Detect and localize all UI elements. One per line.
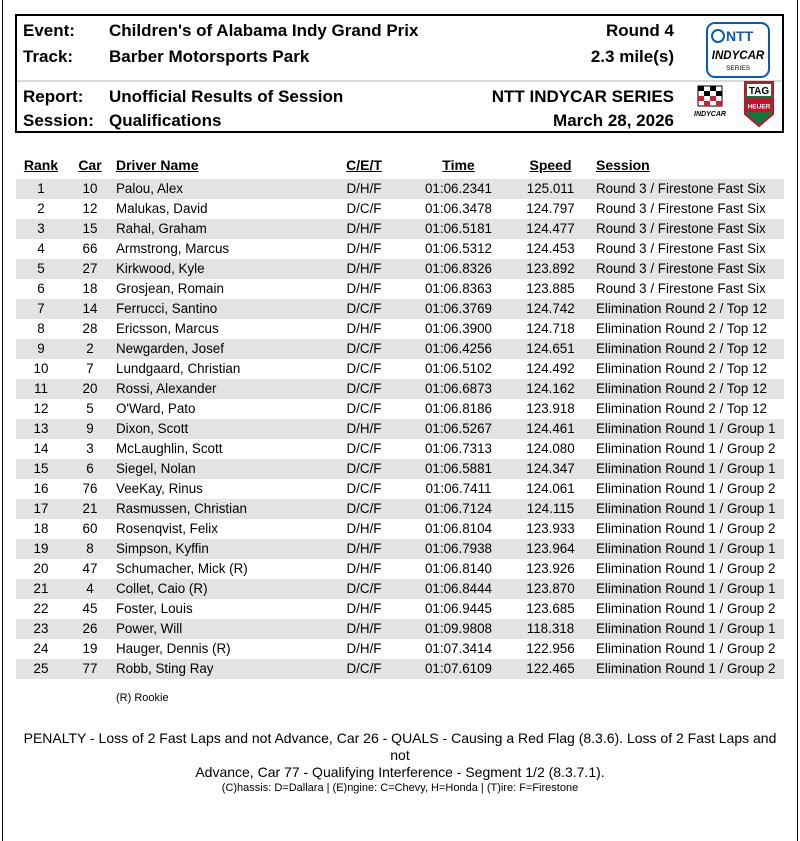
series-value: NTT INDYCAR SERIES	[491, 87, 674, 106]
cet-cell: D/H/F	[322, 619, 406, 639]
col-car: Car	[78, 157, 102, 173]
car-cell: 12	[82, 201, 98, 216]
cet-cell: D/H/F	[346, 521, 382, 536]
table-row	[16, 239, 784, 259]
speed-cell: 123.685	[526, 601, 575, 616]
rank-cell: 11	[16, 379, 66, 399]
table-row	[16, 219, 784, 239]
driver-cell: Rahal, Graham	[114, 219, 322, 239]
driver-cell: Siegel, Nolan	[114, 459, 322, 479]
col-session: Session	[596, 157, 650, 173]
rank-cell: 18	[33, 521, 49, 536]
table-row	[16, 299, 784, 319]
table-row	[16, 519, 784, 539]
table-row	[16, 319, 784, 339]
time-cell: 01:06.8186	[424, 401, 493, 416]
speed-cell: 124.115	[511, 499, 590, 519]
rank-cell: 8	[37, 321, 45, 336]
rank-cell: 14	[33, 441, 49, 456]
driver-cell: Rossi, Alexander	[114, 379, 322, 399]
cet-cell: D/C/F	[346, 441, 382, 456]
driver-cell: Armstrong, Marcus	[116, 241, 230, 256]
table-row	[16, 559, 784, 579]
session-cell: Round 3 / Firestone Fast Six	[596, 201, 766, 216]
car-cell: 47	[82, 561, 98, 576]
col-driver-name: Driver Name	[116, 157, 199, 173]
distance-value: 2.3 mile(s)	[590, 47, 674, 66]
session-cell: Elimination Round 2 / Top 12	[590, 379, 784, 399]
rank-cell: 7	[16, 299, 66, 319]
driver-cell: O'Ward, Pato	[116, 401, 196, 416]
table-row	[16, 539, 784, 559]
car-cell: 5	[86, 401, 94, 416]
driver-cell: Robb, Sting Ray	[114, 659, 322, 679]
driver-cell: VeeKay, Rinus	[116, 481, 203, 496]
cet-cell: D/C/F	[322, 659, 406, 679]
driver-cell: Dixon, Scott	[114, 419, 322, 439]
car-cell: 7	[86, 361, 94, 376]
rank-cell: 12	[33, 401, 49, 416]
cet-cell: D/C/F	[346, 361, 382, 376]
driver-cell: Lundgaard, Christian	[116, 361, 241, 376]
time-cell: 01:06.7411	[425, 481, 492, 496]
session-cell: Round 3 / Firestone Fast Six	[590, 219, 784, 239]
table-row	[16, 639, 784, 659]
rank-cell: 3	[16, 219, 66, 239]
driver-cell: Palou, Alex	[114, 179, 322, 199]
track-value: Barber Motorsports Park	[109, 47, 310, 66]
driver-cell: Rasmussen, Christian	[114, 499, 322, 519]
time-cell: 01:06.8104	[424, 521, 493, 536]
time-cell: 01:06.7313	[424, 441, 493, 456]
speed-cell: 124.453	[526, 241, 575, 256]
report-label: Report:	[23, 87, 84, 106]
session-cell: Elimination Round 2 / Top 12	[596, 321, 767, 336]
driver-cell: Schumacher, Mick (R)	[116, 561, 248, 576]
car-cell: 6	[66, 459, 114, 479]
time-cell: 01:06.5181	[406, 219, 511, 239]
table-row	[16, 339, 784, 359]
speed-cell: 123.885	[526, 281, 575, 296]
driver-cell: Grosjean, Romain	[116, 281, 224, 296]
logo-ntt-text: NTT	[726, 28, 754, 44]
time-cell: 01:06.5102	[424, 361, 493, 376]
table-row	[16, 279, 784, 299]
driver-cell: Hauger, Dennis (R)	[116, 641, 231, 656]
event-value: Children's of Alabama Indy Grand Prix	[109, 21, 419, 40]
session-value: Qualifications	[109, 111, 222, 130]
car-cell: 21	[66, 499, 114, 519]
session-cell: Elimination Round 2 / Top 12	[590, 299, 784, 319]
rank-cell: 15	[16, 459, 66, 479]
driver-cell: Ericsson, Marcus	[116, 321, 219, 336]
time-cell: 01:06.6873	[406, 379, 511, 399]
car-cell: 27	[66, 259, 114, 279]
rank-cell: 22	[33, 601, 49, 616]
rank-cell: 20	[33, 561, 49, 576]
rank-cell: 6	[37, 281, 45, 296]
indycar-flag-logo	[690, 82, 730, 122]
rank-cell: 2	[37, 201, 45, 216]
table-row	[16, 479, 784, 499]
car-cell: 26	[66, 619, 114, 639]
logo-tag-text-2: HEUER	[747, 103, 771, 111]
car-cell: 3	[86, 441, 94, 456]
speed-cell: 124.742	[511, 299, 590, 319]
table-row	[16, 659, 784, 679]
time-cell: 01:06.3478	[424, 201, 493, 216]
rank-cell: 23	[16, 619, 66, 639]
car-cell: 19	[82, 641, 98, 656]
track-label: Track:	[23, 47, 74, 66]
table-row	[16, 399, 784, 419]
time-cell: 01:06.5267	[406, 419, 511, 439]
driver-cell: Ferrucci, Santino	[114, 299, 322, 319]
speed-cell: 123.918	[526, 401, 575, 416]
cet-cell: D/C/F	[346, 201, 382, 216]
car-cell: 10	[66, 179, 114, 199]
logo-tag-text-1: TAG	[748, 86, 770, 97]
cet-cell: D/H/F	[322, 259, 406, 279]
event-label: Event:	[23, 21, 75, 40]
speed-cell: 123.926	[526, 561, 575, 576]
session-cell: Elimination Round 1 / Group 2	[596, 521, 776, 536]
cet-cell: D/C/F	[322, 499, 406, 519]
cet-cell: D/H/F	[346, 601, 382, 616]
time-cell: 01:06.5881	[406, 459, 511, 479]
session-cell: Elimination Round 1 / Group 2	[596, 481, 776, 496]
logo-indycar-text: INDYCAR	[711, 50, 765, 62]
speed-cell: 124.477	[511, 219, 590, 239]
table-row	[16, 459, 784, 479]
speed-cell: 124.461	[511, 419, 590, 439]
speed-cell: 124.651	[511, 339, 590, 359]
car-cell: 8	[66, 539, 114, 559]
cet-cell: D/H/F	[346, 561, 382, 576]
speed-cell: 124.061	[526, 481, 575, 496]
penalty-line-1: PENALTY - Loss of 2 Fast Laps and not Advance, Car 26 - QUALS - Causing a Red Flag (8.3.6). Loss of 2 Fast Laps and not	[23, 730, 777, 763]
car-cell: 15	[66, 219, 114, 239]
session-cell: Elimination Round 1 / Group 2	[596, 601, 776, 616]
rank-cell: 1	[16, 179, 66, 199]
rank-cell: 4	[37, 241, 45, 256]
report-value: Unofficial Results of Session	[109, 87, 344, 106]
cet-cell: D/C/F	[322, 579, 406, 599]
speed-cell: 123.892	[511, 259, 590, 279]
car-cell: 66	[82, 241, 98, 256]
time-cell: 01:06.8444	[406, 579, 511, 599]
session-cell: Elimination Round 1 / Group 1	[590, 619, 784, 639]
time-cell: 01:06.2341	[406, 179, 511, 199]
time-cell: 01:06.3769	[406, 299, 511, 319]
cet-cell: D/H/F	[346, 321, 382, 336]
table-row	[16, 359, 784, 379]
car-cell: 77	[66, 659, 114, 679]
session-cell: Elimination Round 1 / Group 1	[590, 579, 784, 599]
session-cell: Elimination Round 1 / Group 1	[590, 499, 784, 519]
table-row	[16, 199, 784, 219]
session-cell: Elimination Round 1 / Group 2	[596, 441, 776, 456]
car-cell: 45	[82, 601, 98, 616]
rank-cell: 16	[33, 481, 49, 496]
session-cell: Elimination Round 1 / Group 2	[596, 561, 776, 576]
time-cell: 01:06.5312	[424, 241, 493, 256]
car-cell: 4	[66, 579, 114, 599]
cet-cell: D/C/F	[322, 299, 406, 319]
ntt-indycar-logo	[706, 22, 770, 78]
table-row	[16, 499, 784, 519]
speed-cell: 124.080	[526, 441, 575, 456]
cet-cell: D/H/F	[322, 539, 406, 559]
car-cell: 20	[66, 379, 114, 399]
report-header	[15, 14, 784, 133]
rank-cell: 25	[16, 659, 66, 679]
logo-series-text: SERIES	[726, 65, 750, 72]
cet-cell: D/H/F	[346, 641, 382, 656]
session-cell: Elimination Round 1 / Group 2	[596, 641, 776, 656]
driver-cell: Rosenqvist, Felix	[116, 521, 218, 536]
car-cell: 60	[82, 521, 98, 536]
time-cell: 01:06.8140	[424, 561, 493, 576]
cet-cell: D/C/F	[322, 339, 406, 359]
time-cell: 01:06.8326	[406, 259, 511, 279]
cet-cell: D/H/F	[322, 179, 406, 199]
session-cell: Elimination Round 2 / Top 12	[590, 339, 784, 359]
driver-cell: Collet, Caio (R)	[114, 579, 322, 599]
table-row	[16, 619, 784, 639]
rank-cell: 21	[16, 579, 66, 599]
col-rank: Rank	[23, 157, 59, 173]
session-cell: Elimination Round 1 / Group 1	[590, 539, 784, 559]
cet-cell: D/C/F	[346, 481, 382, 496]
driver-cell: Malukas, David	[116, 201, 208, 216]
car-cell: 14	[66, 299, 114, 319]
session-cell: Round 3 / Firestone Fast Six	[596, 281, 766, 296]
time-cell: 01:06.4256	[406, 339, 511, 359]
time-cell: 01:09.9808	[406, 619, 511, 639]
results-body	[16, 179, 784, 679]
results-table	[16, 157, 784, 679]
cet-cell: D/H/F	[322, 219, 406, 239]
cet-cell: D/H/F	[322, 419, 406, 439]
driver-cell: Newgarden, Josef	[114, 339, 322, 359]
header-divider	[17, 80, 782, 82]
speed-cell: 124.162	[511, 379, 590, 399]
session-cell: Elimination Round 1 / Group 2	[590, 659, 784, 679]
rank-cell: 10	[33, 361, 49, 376]
cet-legend: (C)hassis: D=Dallara | (E)ngine: C=Chevy, H=Honda | (T)ire: F=Firestone	[221, 782, 579, 794]
cet-cell: D/C/F	[322, 459, 406, 479]
table-header-row	[16, 157, 784, 179]
time-cell: 01:06.7938	[406, 539, 511, 559]
car-cell: 76	[82, 481, 98, 496]
speed-cell: 124.797	[526, 201, 575, 216]
time-cell: 01:06.3900	[424, 321, 493, 336]
session-cell: Round 3 / Firestone Fast Six	[590, 259, 784, 279]
driver-cell: Foster, Louis	[116, 601, 193, 616]
speed-cell: 123.964	[511, 539, 590, 559]
driver-cell: Kirkwood, Kyle	[114, 259, 322, 279]
car-cell: 2	[66, 339, 114, 359]
table-row	[16, 379, 784, 399]
table-row	[16, 599, 784, 619]
session-cell: Elimination Round 2 / Top 12	[596, 401, 767, 416]
car-cell: 28	[82, 321, 98, 336]
speed-cell: 124.718	[526, 321, 575, 336]
time-cell: 01:06.8363	[424, 281, 493, 296]
session-cell: Elimination Round 1 / Group 1	[590, 419, 784, 439]
session-cell: Elimination Round 1 / Group 1	[590, 459, 784, 479]
tag-heuer-logo	[742, 80, 776, 128]
cet-cell: D/H/F	[346, 241, 382, 256]
car-cell: 9	[66, 419, 114, 439]
table-row	[16, 579, 784, 599]
table-row	[16, 259, 784, 279]
speed-cell: 124.492	[526, 361, 575, 376]
rank-cell: 13	[16, 419, 66, 439]
speed-cell: 122.956	[526, 641, 575, 656]
speed-cell: 123.870	[511, 579, 590, 599]
penalty-line-2: Advance, Car 77 - Qualifying Interference - Segment 1/2 (8.3.7.1).	[195, 764, 605, 780]
driver-cell: McLaughlin, Scott	[116, 441, 223, 456]
rank-cell: 9	[16, 339, 66, 359]
table-row	[16, 419, 784, 439]
time-cell: 01:06.9445	[424, 601, 493, 616]
session-cell: Round 3 / Firestone Fast Six	[596, 241, 766, 256]
round-value: Round 4	[606, 21, 674, 40]
rookie-note: (R) Rookie	[116, 692, 169, 704]
time-cell: 01:07.6109	[406, 659, 511, 679]
driver-cell: Power, Will	[114, 619, 322, 639]
speed-cell: 123.933	[526, 521, 575, 536]
speed-cell: 118.318	[511, 619, 590, 639]
session-cell: Elimination Round 2 / Top 12	[596, 361, 767, 376]
table-row	[16, 179, 784, 199]
penalty-note	[16, 730, 784, 781]
rank-cell: 5	[16, 259, 66, 279]
col-speed: Speed	[529, 157, 572, 173]
time-cell: 01:06.7124	[406, 499, 511, 519]
cet-cell: D/C/F	[346, 401, 382, 416]
speed-cell: 125.011	[511, 179, 590, 199]
table-row	[16, 439, 784, 459]
driver-cell: Simpson, Kyffin	[114, 539, 322, 559]
rank-cell: 24	[33, 641, 49, 656]
svg-text:INDYCAR: INDYCAR	[694, 111, 726, 118]
rank-cell: 19	[16, 539, 66, 559]
col-time: Time	[442, 157, 475, 173]
cet-cell: D/H/F	[346, 281, 382, 296]
car-cell: 18	[82, 281, 98, 296]
cet-cell: D/C/F	[322, 379, 406, 399]
rank-cell: 17	[16, 499, 66, 519]
session-label: Session:	[23, 111, 94, 130]
session-cell: Round 3 / Firestone Fast Six	[590, 179, 784, 199]
date-value: March 28, 2026	[553, 111, 674, 130]
time-cell: 01:07.3414	[424, 641, 493, 656]
speed-cell: 122.465	[511, 659, 590, 679]
col-cet: C/E/T	[346, 157, 382, 173]
speed-cell: 124.347	[511, 459, 590, 479]
